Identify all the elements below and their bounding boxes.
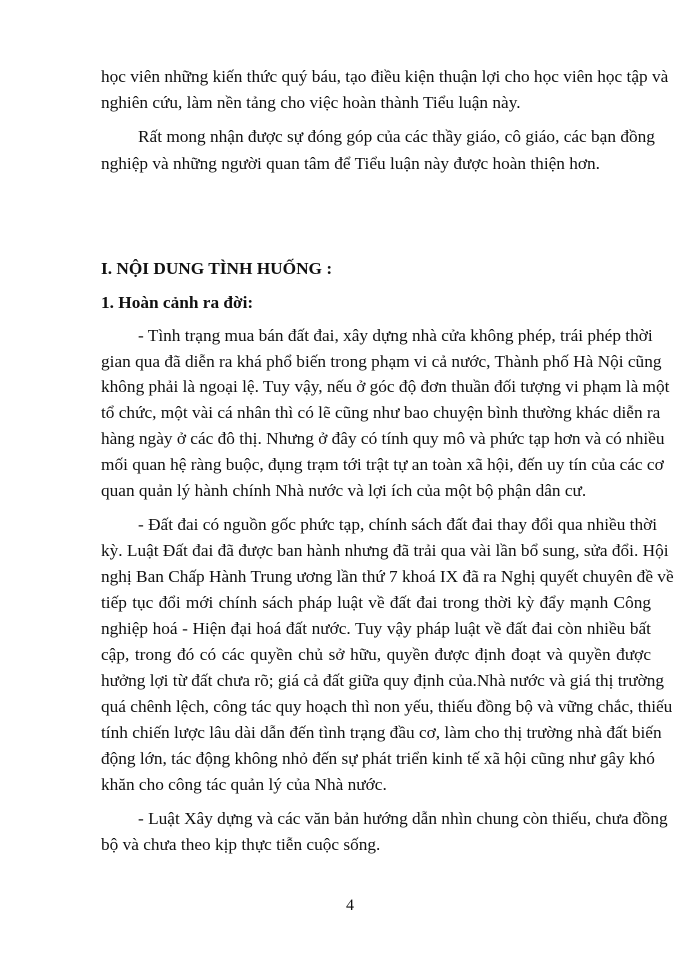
body-paragraph-1-line-4: tổ chức, một vài cá nhân thì có lẽ cũng như bao chuyện bình thường khác diễn ra — [101, 403, 661, 422]
body-paragraph-1-line-5: hàng ngày ở các đô thị. Nhưng ở đây có tính quy mô và phức tạp hơn và có nhiều — [101, 429, 665, 448]
intro-paragraph-1-line-2: nghiên cứu, làm nền tảng cho việc hoàn thành Tiểu luận này. — [101, 93, 521, 112]
body-paragraph-3-line-2: bộ và chưa theo kịp thực tiễn cuộc sống. — [101, 835, 381, 854]
section-heading: I. NỘI DUNG TÌNH HUỐNG : — [101, 259, 333, 278]
intro-paragraph-1-line-1: học viên những kiến thức quý báu, tạo điều kiện thuận lợi cho học viên học tập và — [101, 67, 669, 86]
body-paragraph-2-line-5: nghiệp hoá - Hiện đại hoá đất nước. Tuy vậy pháp luật về đất đai còn nhiều bất — [101, 619, 651, 638]
body-paragraph-2-line-3: nghị Ban Chấp Hành Trung ương lần thứ 7 khoá IX đã ra Nghị quyết chuyên đề về — [101, 567, 674, 586]
body-paragraph-2-line-4: tiếp tục đổi mới chính sách pháp luật về đất đai trong thời kỳ đẩy mạnh Công — [101, 593, 651, 612]
intro-paragraph-2-line-2: nghiệp và những người quan tâm để Tiểu luận này được hoàn thiện hơn. — [101, 154, 600, 173]
body-paragraph-3-line-1: - Luật Xây dựng và các văn bản hướng dẫn nhìn chung còn thiếu, chưa đồng — [138, 809, 668, 828]
body-paragraph-1-line-7: quan quản lý hành chính Nhà nước và lợi ích của một bộ phận dân cư. — [101, 481, 587, 500]
body-paragraph-2-line-11: khăn cho công tác quản lý của Nhà nước. — [101, 775, 387, 794]
body-paragraph-1-line-2: gian qua đã diễn ra khá phổ biến trong phạm vi cả nước, Thành phố Hà Nội cũng — [101, 352, 662, 371]
body-paragraph-2-line-9: tính chiến lược lâu dài dẫn đến tình trạng đầu cơ, làm cho thị trường nhà đất biến — [101, 723, 662, 742]
body-paragraph-2-line-7: hưởng lợi từ đất chưa rõ; giá cả đất giữa quy định của.Nhà nước và giá thị trường — [101, 671, 665, 690]
body-paragraph-1-line-6: mối quan hệ ràng buộc, đụng trạm tới trật tự an toàn xã hội, đến uy tín của các cơ — [101, 455, 664, 474]
subsection-heading: 1. Hoàn cảnh ra đời: — [101, 293, 254, 312]
intro-paragraph-2-line-1: Rất mong nhận được sự đóng góp của các thầy giáo, cô giáo, các bạn đồng — [138, 127, 655, 146]
body-paragraph-2-line-10: động lớn, tác động không nhỏ đến sự phát triển kinh tế xã hội cũng như gây khó — [101, 749, 655, 768]
body-paragraph-2-line-2: kỳ. Luật Đất đai đã được ban hành nhưng đã trải qua vài lần bổ sung, sửa đổi. Hội — [101, 541, 669, 560]
page-number: 4 — [346, 897, 354, 914]
body-paragraph-2-line-6: cập, trong đó có các quyền chủ sở hữu, quyền được định đoạt và quyền được — [101, 645, 651, 664]
body-paragraph-1-line-1: - Tình trạng mua bán đất đai, xây dựng nhà cửa không phép, trái phép thời — [138, 326, 653, 345]
body-paragraph-1-line-3: không phải là ngoại lệ. Tuy vậy, nếu ở góc độ đơn thuần đối tượng vi phạm là một — [101, 377, 670, 396]
body-paragraph-2-line-1: - Đất đai có nguồn gốc phức tạp, chính sách đất đai thay đổi qua nhiều thời — [138, 515, 658, 534]
body-paragraph-2-line-8: quá chênh lệch, công tác quy hoạch thì non yếu, thiếu đồng bộ và vững chắc, thiếu — [101, 697, 673, 716]
